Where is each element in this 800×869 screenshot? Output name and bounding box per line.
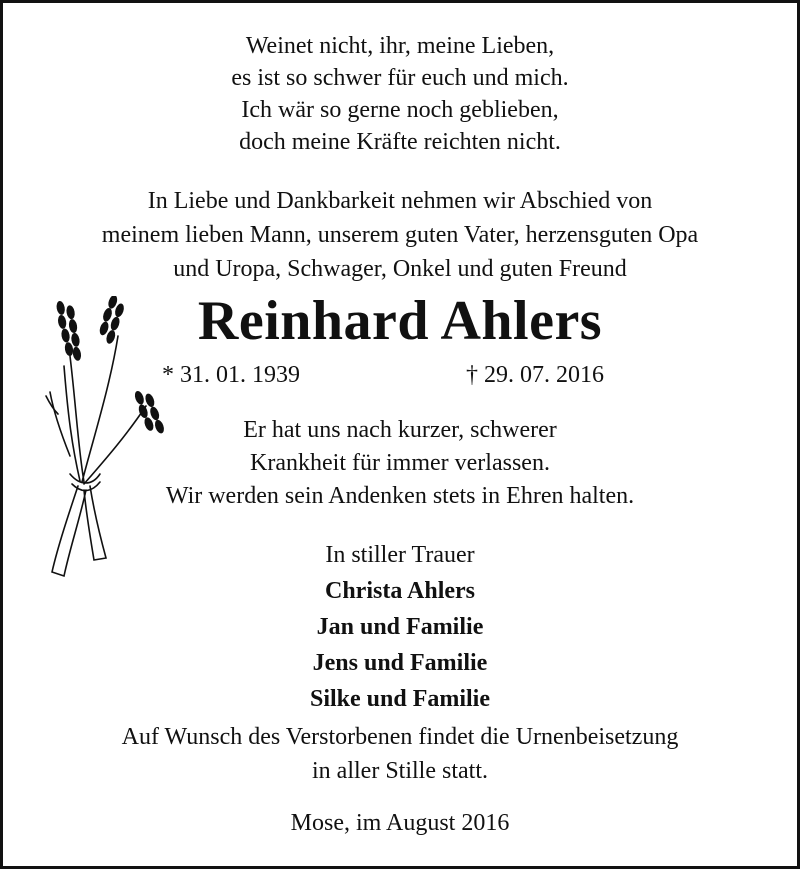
mourner-name: Christa Ahlers: [325, 578, 475, 604]
poem-line: Ich wär so gerne noch geblieben,: [241, 97, 559, 123]
mourners-heading: In stiller Trauer: [325, 542, 475, 568]
intro-line: meinem lieben Mann, unserem guten Vater, herzensguten Opa: [101, 222, 699, 248]
deceased-name: Reinhard Ahlers: [197, 290, 603, 352]
mourner-name: Jan und Familie: [316, 614, 484, 640]
mourner-name: Jens und Familie: [312, 650, 488, 676]
message-line: Wir werden sein Andenken stets in Ehren halten.: [165, 483, 635, 509]
place-and-date: Mose, im August 2016: [290, 810, 510, 836]
burial-line: in aller Stille statt.: [312, 758, 488, 784]
mourner-name: Silke und Familie: [309, 686, 491, 712]
intro-line: und Uropa, Schwager, Onkel und guten Freund: [173, 256, 627, 282]
death-date: † 29. 07. 2016: [466, 362, 604, 388]
poem-line: doch meine Kräfte reichten nicht.: [239, 129, 561, 155]
poem-line: Weinet nicht, ihr, meine Lieben,: [245, 33, 555, 59]
burial-note: [0, 720, 800, 788]
burial-line: Auf Wunsch des Verstorbenen findet die Urnenbeisetzung: [121, 724, 679, 750]
mourners-list: [0, 537, 800, 717]
poem-line: es ist so schwer für euch und mich.: [231, 65, 569, 91]
birth-date: * 31. 01. 1939: [162, 362, 300, 388]
farewell-message: [0, 414, 800, 513]
message-line: Er hat uns nach kurzer, schwerer: [243, 417, 557, 443]
farewell-intro: [0, 184, 800, 286]
intro-line: In Liebe und Dankbarkeit nehmen wir Abschied von: [147, 188, 653, 214]
message-line: Krankheit für immer verlassen.: [250, 450, 550, 476]
poem: [0, 30, 800, 158]
